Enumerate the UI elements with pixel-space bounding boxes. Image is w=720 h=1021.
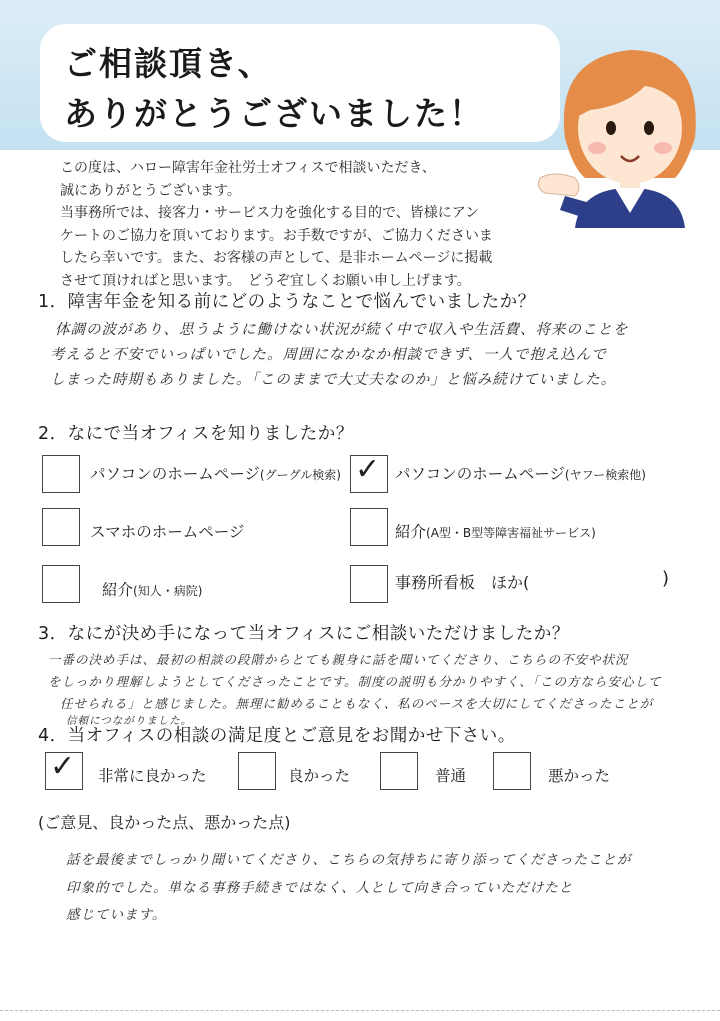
answer-1-line: 体調の波があり、思うように働けない状況が続く中で収入や生活費、将来のことを <box>55 322 629 338</box>
option-very-good: 非常に良かった <box>98 767 207 785</box>
intro-text <box>60 157 540 292</box>
answer-3-line: 任せられる」と感じました。無理に勧めることもなく、私のペースを大切にしてくださったことが <box>60 696 654 711</box>
comment-line: 話を最後までしっかり聞いてくださり、こちらの気持ちに寄り添ってくださったことが <box>66 852 632 868</box>
option-smartphone <box>90 520 244 542</box>
checkbox-pc-yahoo[interactable] <box>350 452 388 493</box>
checkbox-good[interactable] <box>238 752 276 790</box>
option-sub: (ヤフー検索他) <box>564 468 646 482</box>
option-sub: (知人・病院) <box>133 584 203 598</box>
option-referral-service <box>395 520 596 542</box>
intro-line: 誠にありがとうございます。 <box>60 182 241 199</box>
option-average: 普通 <box>435 767 467 785</box>
checkbox-referral-service[interactable] <box>350 508 388 546</box>
option-bad: 悪かった <box>548 767 611 785</box>
checkbox-very-good[interactable] <box>45 749 83 790</box>
question-4: 4．当オフィスの相談の満足度とご意見をお聞かせ下さい。 <box>38 726 516 746</box>
comment-line: 感じています。 <box>66 907 167 923</box>
question-2: 2．なにで当オフィスを知りましたか？ <box>38 424 354 444</box>
question-3: 3．なにが決め手になって当オフィスにご相談いただけましたか？ <box>38 624 570 644</box>
option-sub: (A型・B型等障害福祉サービス) <box>426 526 596 540</box>
question-1: 1．障害年金を知る前にどのようなことで悩んでいましたか？ <box>38 292 536 312</box>
page-title-line2: ありがとうございました！ <box>64 94 484 133</box>
option-referral-personal <box>102 578 202 600</box>
option-good: 良かった <box>288 767 351 785</box>
intro-line: 当事務所では、接客力・サービス力を強化する目的で、皆様にアン <box>60 205 480 221</box>
checkbox-bad[interactable] <box>493 752 531 790</box>
option-pc-google <box>90 462 341 484</box>
intro-line: この度は、ハロー障害年金社労士オフィスで相談いただき、 <box>60 160 436 176</box>
bottom-divider <box>0 1010 720 1011</box>
option-label: 紹介 <box>395 523 427 541</box>
checkbox-referral-personal[interactable] <box>42 565 80 603</box>
option-label: 事務所看板 ほか( <box>395 573 530 592</box>
answer-3-line: 信頼につながりました。 <box>66 715 193 727</box>
intro-line: させて頂ければと思います。 どうぞ宜しくお願い申し上げます。 <box>60 272 471 289</box>
option-label: パソコンのホームページ <box>395 465 565 483</box>
check-mark-icon: ✓ <box>50 749 76 784</box>
comment-label: (ご意見、良かった点、悪かった点) <box>38 813 291 832</box>
option-label: 紹介 <box>102 581 134 599</box>
checkbox-average[interactable] <box>380 752 418 790</box>
option-signboard-other <box>395 570 529 593</box>
answer-1-line: 考えると不安でいっぱいでした。周囲になかなか相談できず、一人で抱え込んで <box>50 347 607 363</box>
option-label: スマホのホームページ <box>90 523 245 541</box>
checkbox-pc-google[interactable] <box>42 455 80 493</box>
answer-3-line: をしっかり理解しようとしてくださったことです。制度の説明も分かりやすく、「この方なら安心して <box>48 674 662 689</box>
other-close-paren: ) <box>662 568 670 589</box>
option-sub: (グーグル検索) <box>259 468 341 482</box>
answer-1-line: しまった時期もありました。「このままで大丈夫なのか」と悩み続けていました。 <box>50 372 617 388</box>
staff-character-illustration <box>535 28 720 228</box>
checkbox-smartphone[interactable] <box>42 508 80 546</box>
option-label: パソコンのホームページ <box>90 465 260 483</box>
option-pc-yahoo <box>395 462 646 484</box>
intro-line: したら幸いです。また、お客様の声として、是非ホームページに掲載 <box>60 250 493 266</box>
checkbox-signboard-other[interactable] <box>350 565 388 603</box>
answer-3-line: 一番の決め手は、最初の相談の段階からとても親身に話を聞いてくださり、こちらの不安や状況 <box>48 652 629 667</box>
page-title-line1: ご相談頂き、 <box>64 44 273 83</box>
comment-line: 印象的でした。単なる事務手続きではなく、人として向き合っていただけたと <box>66 880 574 896</box>
intro-line: ケートのご協力を頂いております。お手数ですが、ご協力くださいま <box>60 227 493 244</box>
check-mark-icon: ✓ <box>355 452 381 487</box>
